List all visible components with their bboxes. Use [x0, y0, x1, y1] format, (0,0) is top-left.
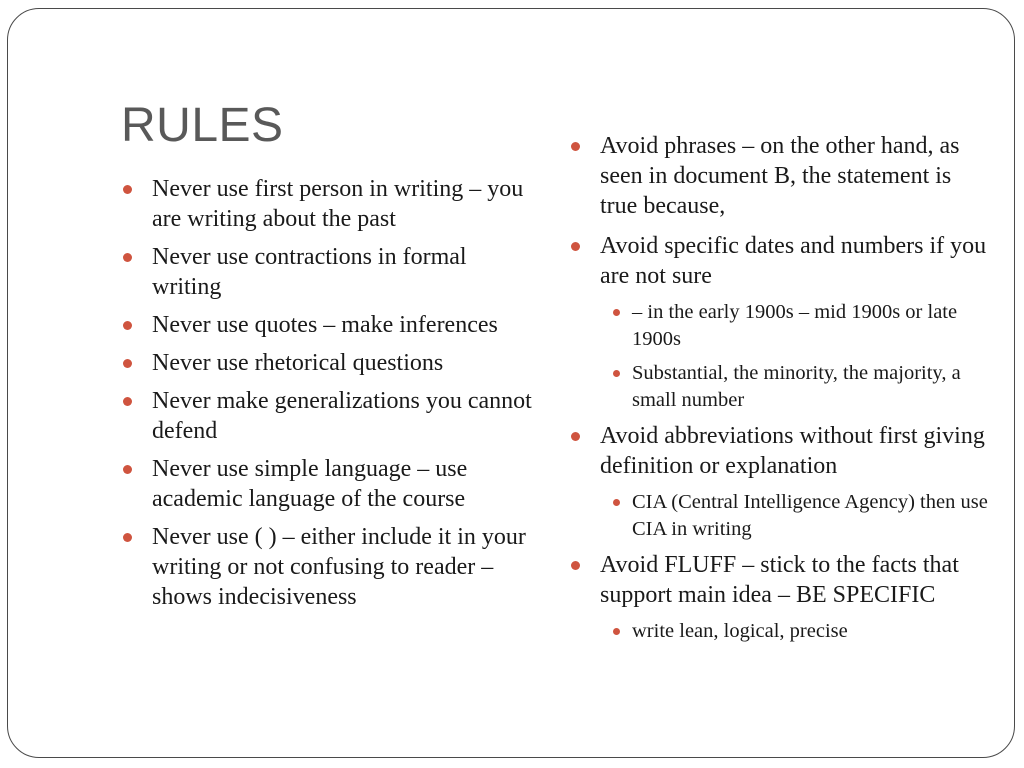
- sub-bullet-item: [601, 618, 990, 645]
- right-bullet-list: [570, 131, 990, 652]
- bullet-text: Never use rhetorical questions: [152, 350, 444, 376]
- sub-bullet-dot-icon: [613, 309, 620, 316]
- bullet-item: [122, 454, 532, 514]
- bullet-dot-icon: [123, 397, 132, 406]
- bullet-item: [122, 174, 532, 234]
- bullet-dot-icon: [123, 321, 132, 330]
- slide-frame: [7, 8, 1015, 758]
- bullet-dot-icon: [571, 432, 580, 441]
- sub-bullet-text: CIA (Central Intelligence Agency) then use CIA in writing: [632, 491, 988, 540]
- bullet-text: Avoid specific dates and numbers if you are not sure: [600, 233, 987, 289]
- bullet-text: Never use quotes – make inferences: [152, 312, 498, 338]
- bullet-dot-icon: [123, 185, 132, 194]
- bullet-item: [122, 386, 532, 446]
- bullet-text: Avoid FLUFF – stick to the facts that support main idea – BE SPECIFIC: [600, 552, 959, 608]
- sub-bullet-text: write lean, logical, precise: [632, 620, 848, 642]
- bullet-dot-icon: [123, 253, 132, 262]
- bullet-dot-icon: [123, 533, 132, 542]
- bullet-text: Avoid phrases – on the other hand, as seen in document B, the statement is true because,: [600, 133, 960, 219]
- bullet-text: Never use contractions in formal writing: [152, 244, 467, 300]
- bullet-dot-icon: [571, 242, 580, 251]
- sub-bullet-dot-icon: [613, 370, 620, 377]
- sub-bullet-item: [601, 360, 990, 414]
- bullet-dot-icon: [571, 561, 580, 570]
- bullet-item: [122, 522, 532, 612]
- left-bullet-list: [122, 174, 532, 620]
- bullet-text: Never use ( ) – either include it in your writing or not confusing to reader – shows indecisiveness: [152, 524, 526, 610]
- bullet-item: [570, 421, 990, 481]
- bullet-dot-icon: [571, 142, 580, 151]
- bullet-item: [570, 550, 990, 610]
- sub-bullet-item: [601, 299, 990, 353]
- sub-bullet-item: [601, 489, 990, 543]
- bullet-item: [570, 131, 990, 221]
- bullet-dot-icon: [123, 465, 132, 474]
- bullet-item: [122, 348, 532, 378]
- bullet-text: Never make generalizations you cannot defend: [152, 388, 532, 444]
- bullet-item: [122, 242, 532, 302]
- bullet-text: Never use simple language – use academic language of the course: [152, 456, 468, 512]
- bullet-text: Avoid abbreviations without first giving definition or explanation: [600, 423, 985, 479]
- sub-bullet-dot-icon: [613, 499, 620, 506]
- bullet-item: [570, 231, 990, 291]
- sub-bullet-dot-icon: [613, 628, 620, 635]
- sub-bullet-text: Substantial, the minority, the majority, a small number: [632, 362, 961, 411]
- sub-bullet-text: – in the early 1900s – mid 1900s or late 1900s: [632, 301, 958, 350]
- bullet-text: Never use first person in writing – you are writing about the past: [152, 176, 524, 232]
- slide-title: RULES: [121, 99, 284, 152]
- bullet-item: [122, 310, 532, 340]
- bullet-dot-icon: [123, 359, 132, 368]
